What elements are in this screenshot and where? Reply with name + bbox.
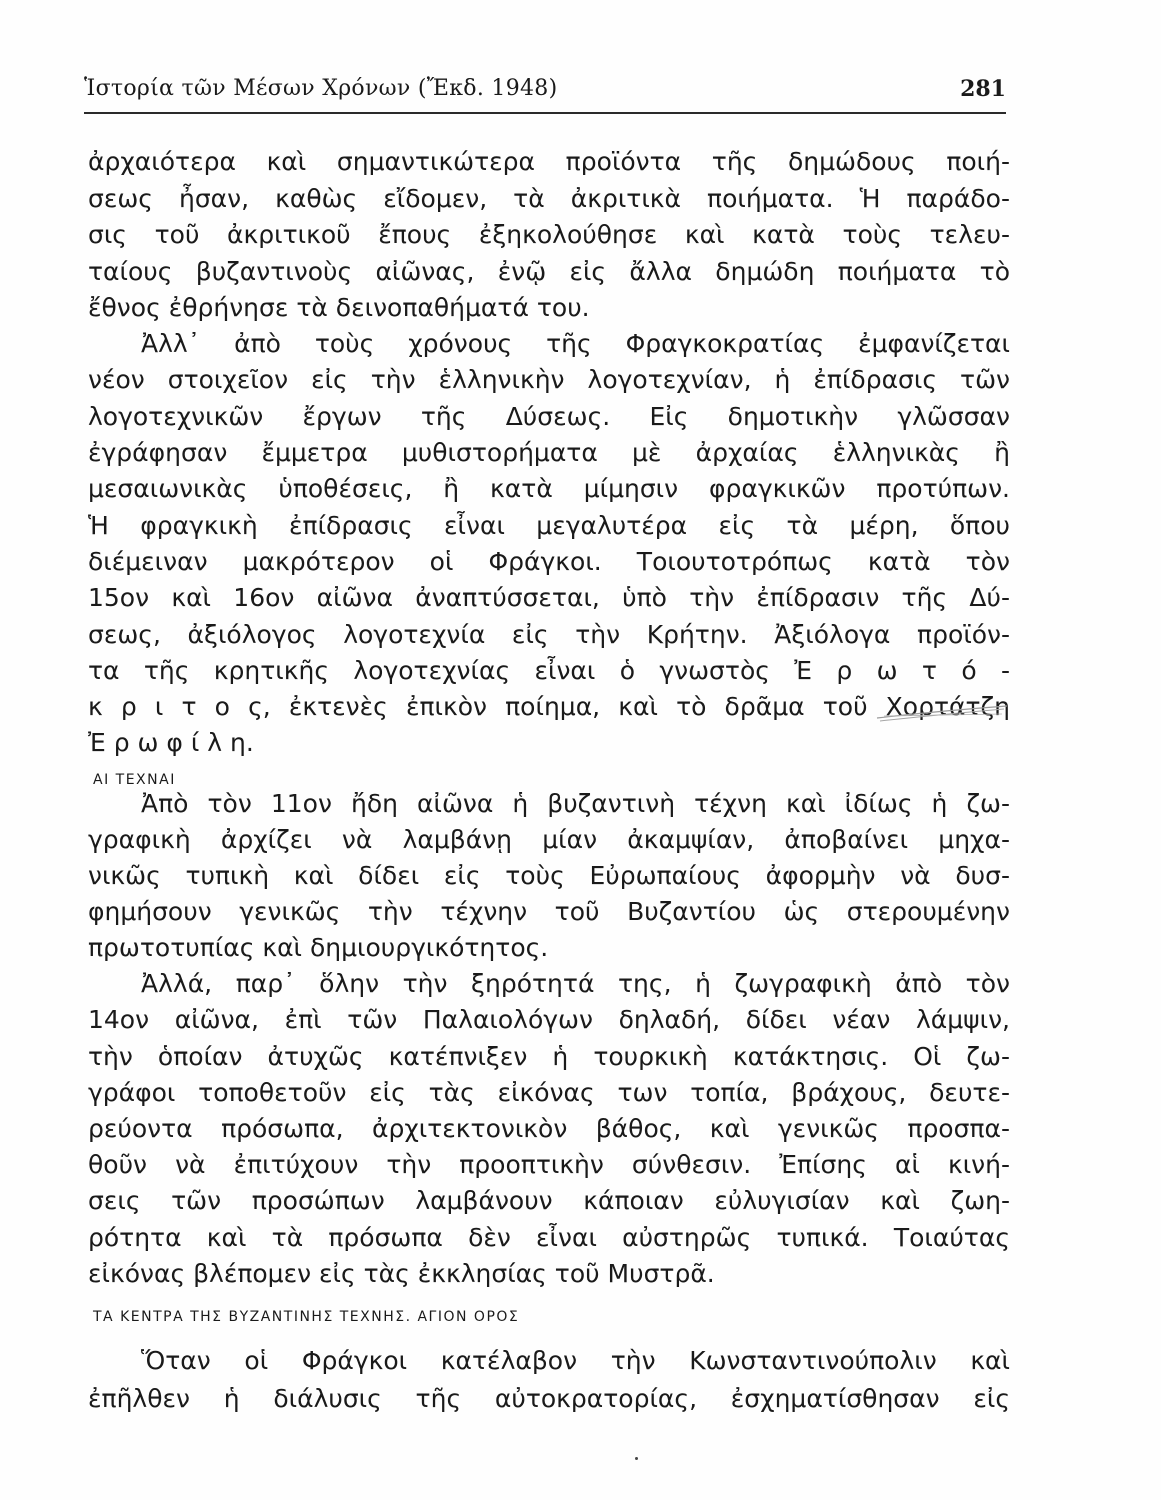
text-line: κ ρ ι τ ο ς, ἐκτενὲς ἐπικὸν ποίημα, καὶ τὸ δρᾶμα τοῦ Χορτάτζη [88,692,1010,721]
section-heading: ΤΑ ΚΕΝΤΡΑ ΤΗΣ ΒΥΖΑΝΤΙΝΗΣ ΤΕΧΝΗΣ. ΑΓΙΟΝ ΟΡΟΣ [93,1309,520,1325]
text-line: ἐγράφησαν ἔμμετρα μυθιστορήματα μὲ ἀρχαίας ἑλληνικὰς ἢ [88,438,1010,467]
text-line: νέον στοιχεῖον εἰς τὴν ἑλληνικὴν λογοτεχνίαν, ἡ ἐπίδρασις τῶν [88,365,1010,394]
text-line: Ἀλλά, παρ᾽ ὅλην τὴν ξηρότητά της, ἡ ζωγραφικὴ ἀπὸ τὸν [141,969,1010,998]
pencil-scribble-mark [872,700,1012,730]
text-line: ρεύοντα πρόσωπα, ἀρχιτεκτονικὸν βάθος, καὶ γενικῶς προσπα- [88,1114,1010,1143]
page-number: 281 [960,76,1006,102]
text-line: τὴν ὁποίαν ἀτυχῶς κατέπνιξεν ἡ τουρκικὴ κατάκτησις. Οἱ ζω- [88,1042,1010,1071]
text-line: ἔθνος ἐθρήνησε τὰ δεινοπαθήματά του. [88,293,590,322]
text-line: 15ον καὶ 16ον αἰῶνα ἀναπτύσσεται, ὑπὸ τὴν ἐπίδρασιν τῆς Δύ- [88,583,1010,612]
text-line: λογοτεχνικῶν ἔργων τῆς Δύσεως. Εἰς δημοτικὴν γλῶσσαν [88,402,1010,431]
text-line: φημήσουν γενικῶς τὴν τέχνην τοῦ Βυζαντίου ὡς στερουμένην [88,897,1010,926]
page-header [84,72,1006,114]
text-line: τα τῆς κρητικῆς λογοτεχνίας εἶναι ὁ γνωστὸς Ἐ ρ ω τ ό - [88,656,1010,685]
text-line: Ἀπὸ τὸν 11ον ἤδη αἰῶνα ἡ βυζαντινὴ τέχνη καὶ ἰδίως ἡ ζω- [141,789,1010,818]
text-line: γραφικὴ ἀρχίζει νὰ λαμβάνῃ μίαν ἀκαμψίαν, ἀποβαίνει μηχα- [88,825,1010,854]
text-line: νικῶς τυπικὴ καὶ δίδει εἰς τοὺς Εὐρωπαίους ἀφορμὴν νὰ δυσ- [88,861,1010,890]
text-line: σις τοῦ ἀκριτικοῦ ἔπους ἐξηκολούθησε καὶ κατὰ τοὺς τελευ- [88,220,1010,249]
text-line: σεως ἦσαν, καθὼς εἴδομεν, τὰ ἀκριτικὰ ποιήματα. Ἡ παράδο- [88,184,1010,213]
text-line: γράφοι τοποθετοῦν εἰς τὰς εἰκόνας των τοπία, βράχους, δευτε- [88,1078,1010,1107]
text-line: σεις τῶν προσώπων λαμβάνουν κάποιαν εὐλυγισίαν καὶ ζωη- [88,1186,1010,1215]
text-line: σεως, ἀξιόλογος λογοτεχνία εἰς τὴν Κρήτην. Ἀξιόλογα προϊόν- [88,620,1010,649]
text-line: Ὅταν οἱ Φράγκοι κατέλαβον τὴν Κωνσταντινούπολιν καὶ [141,1346,1010,1375]
text-line: ταίους βυζαντινοὺς αἰῶνας, ἐνῷ εἰς ἄλλα δημώδη ποιήματα τὸ [88,257,1010,286]
print-speck [635,1457,638,1460]
text-line: διέμειναν μακρότερον οἱ Φράγκοι. Τοιουτοτρόπως κατὰ τὸν [88,547,1010,576]
text-line: Ἐ ρ ω φ ί λ η. [88,728,254,757]
text-line: Ἡ φραγκικὴ ἐπίδρασις εἶναι μεγαλυτέρα εἰς τὰ μέρη, ὅπου [88,511,1010,540]
section-heading: ΑΙ ΤΕΧΝΑΙ [93,772,176,788]
text-line: εἰκόνας βλέπομεν εἰς τὰς ἐκκλησίας τοῦ Μυστρᾶ. [88,1259,715,1288]
text-line: ρότητα καὶ τὰ πρόσωπα δὲν εἶναι αὐστηρῶς τυπικά. Τοιαύτας [88,1223,1010,1252]
text-line: πρωτοτυπίας καὶ δημιουργικότητος. [88,933,549,962]
text-line: θοῦν νὰ ἐπιτύχουν τὴν προοπτικὴν σύνθεσιν. Ἐπίσης αἱ κινή- [88,1150,1010,1179]
text-line: μεσαιωνικὰς ὑποθέσεις, ἢ κατὰ μίμησιν φραγκικῶν προτύπων. [88,474,1010,503]
text-line: Ἀλλ᾽ ἀπὸ τοὺς χρόνους τῆς Φραγκοκρατίας ἐμφανίζεται [141,329,1010,358]
running-title: Ἱστορία τῶν Μέσων Χρόνων (Ἔκδ. 1948) [84,76,558,101]
text-line: ἐπῆλθεν ἡ διάλυσις τῆς αὐτοκρατορίας, ἐσχηματίσθησαν εἰς [88,1384,1010,1413]
text-line: 14ον αἰῶνα, ἐπὶ τῶν Παλαιολόγων δηλαδή, δίδει νέαν λάμψιν, [88,1005,1010,1034]
text-line: ἀρχαιότερα καὶ σημαντικώτερα προϊόντα τῆς δημώδους ποιή- [88,147,1010,176]
